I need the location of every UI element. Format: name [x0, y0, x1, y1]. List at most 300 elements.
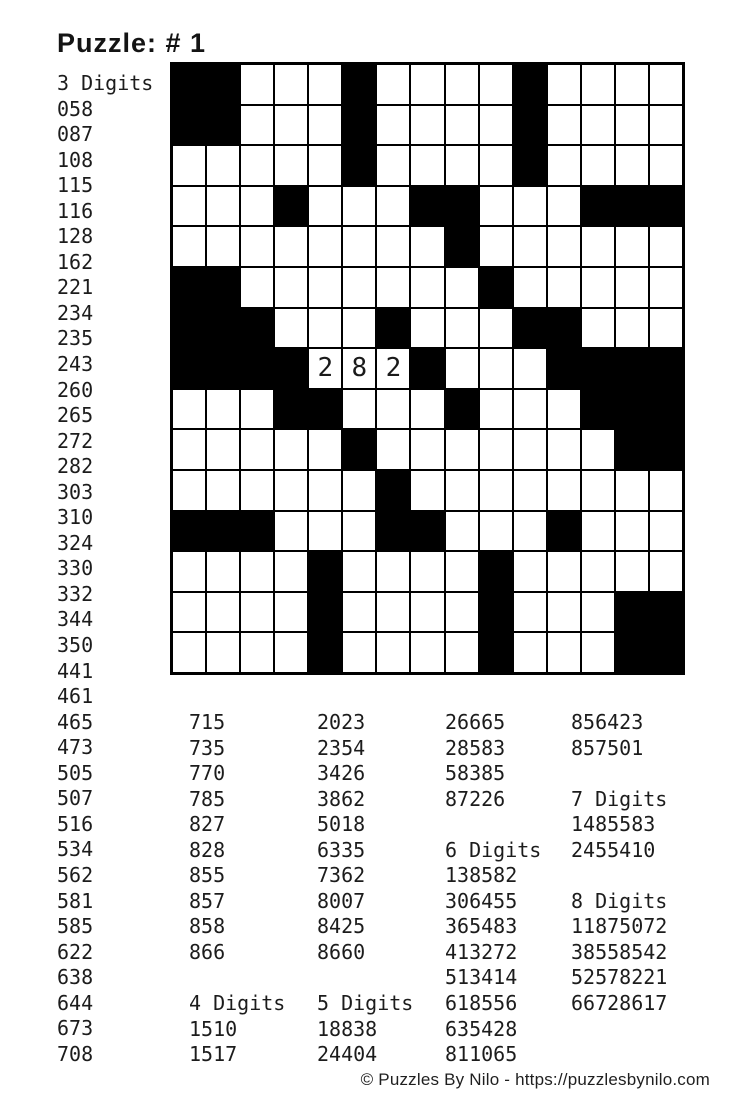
grid-cell-block — [445, 186, 479, 227]
grid-cell-empty[interactable] — [445, 64, 479, 105]
grid-cell-empty[interactable] — [206, 226, 240, 267]
grid-cell-block — [206, 105, 240, 146]
clue-number: 87226 — [445, 786, 506, 811]
grid-cell-empty[interactable] — [274, 592, 308, 633]
grid-cell-block — [342, 145, 376, 186]
grid-cell-empty[interactable] — [547, 267, 581, 308]
grid-cell-block — [308, 551, 342, 592]
clue-number: 332 — [57, 581, 94, 606]
grid-cell-empty[interactable] — [172, 592, 206, 633]
grid-cell-empty[interactable] — [581, 267, 615, 308]
grid-cell-block — [308, 632, 342, 673]
grid-cell-empty[interactable] — [615, 105, 649, 146]
grid-cell-empty[interactable] — [581, 226, 615, 267]
grid-cell-empty[interactable] — [547, 389, 581, 430]
grid-cell-empty[interactable] — [308, 186, 342, 227]
grid-cell-empty[interactable] — [649, 145, 683, 186]
clue-number: 8007 — [317, 888, 366, 913]
clue-number: 2023 — [317, 710, 366, 734]
grid-cell-empty[interactable] — [240, 145, 274, 186]
grid-cell-empty[interactable] — [581, 632, 615, 673]
grid-cell-empty[interactable] — [342, 551, 376, 592]
grid-cell-block — [615, 429, 649, 470]
grid-cell-block — [649, 632, 683, 673]
grid-cell-empty[interactable] — [410, 632, 444, 673]
footer-credit: © Puzzles By Nilo - https://puzzlesbynilo.com — [360, 1070, 710, 1089]
clue-number: 282 — [57, 454, 94, 479]
grid-cell-empty[interactable] — [581, 308, 615, 349]
grid-cell-empty[interactable] — [274, 551, 308, 592]
grid-cell-empty[interactable] — [547, 105, 581, 146]
grid-cell-empty[interactable] — [308, 64, 342, 105]
puzzle-grid — [170, 62, 685, 675]
grid-cell-empty[interactable] — [240, 632, 274, 673]
clue-number: 2354 — [317, 735, 366, 760]
clue-number: 221 — [57, 275, 94, 300]
clue-number: 11875072 — [571, 914, 668, 939]
clue-heading: 3 Digits — [57, 71, 154, 95]
grid-cell-empty[interactable] — [615, 511, 649, 552]
grid-cell-empty[interactable] — [172, 470, 206, 511]
grid-cell-empty[interactable] — [581, 470, 615, 511]
grid-cell-empty[interactable] — [342, 592, 376, 633]
grid-cell-empty[interactable] — [479, 226, 513, 267]
clue-number: 38558542 — [571, 939, 668, 964]
grid-cell-empty[interactable] — [376, 64, 410, 105]
grid-cell-empty[interactable] — [410, 592, 444, 633]
clue-number: 8660 — [317, 939, 366, 964]
clue-number: 234 — [57, 300, 94, 325]
grid-cell-empty[interactable] — [649, 64, 683, 105]
clue-spacer — [189, 965, 285, 991]
grid-cell-block — [649, 186, 683, 227]
grid-cell-empty[interactable] — [342, 470, 376, 511]
grid-cell-block — [376, 470, 410, 511]
grid-cell-block — [206, 64, 240, 105]
clue-number: 534 — [57, 837, 94, 862]
grid-cell-empty[interactable] — [206, 389, 240, 430]
clue-number: 2455410 — [571, 837, 656, 862]
clue-number: 24404 — [317, 1042, 378, 1067]
grid-cell-block — [615, 389, 649, 430]
grid-cell-empty[interactable] — [547, 145, 581, 186]
grid-cell-block — [410, 348, 444, 389]
clue-number: 562 — [57, 862, 94, 887]
grid-cell-block — [240, 511, 274, 552]
grid-cell-empty[interactable] — [206, 632, 240, 673]
grid-cell-block — [513, 308, 547, 349]
clue-number: 26665 — [445, 710, 506, 734]
grid-cell-empty[interactable] — [308, 105, 342, 146]
grid-cell-empty[interactable] — [649, 308, 683, 349]
clue-number: 087 — [57, 122, 94, 147]
grid-cell-block — [581, 186, 615, 227]
grid-cell-block — [342, 105, 376, 146]
clue-list-3-digits — [57, 71, 153, 1067]
clue-number: 7362 — [317, 863, 366, 888]
grid-cell-empty[interactable] — [240, 226, 274, 267]
clue-number: 344 — [57, 607, 94, 632]
grid-cell-empty[interactable] — [342, 511, 376, 552]
grid-cell-block — [581, 348, 615, 389]
grid-cell-empty[interactable] — [581, 592, 615, 633]
grid-cell-empty[interactable] — [172, 429, 206, 470]
grid-cell-empty[interactable] — [513, 592, 547, 633]
clue-number: 735 — [189, 735, 226, 760]
grid-cell-block — [410, 511, 444, 552]
clue-number: 310 — [57, 505, 94, 530]
grid-cell-empty[interactable] — [581, 551, 615, 592]
clue-number: 635428 — [445, 1016, 518, 1041]
grid-cell-empty[interactable] — [479, 64, 513, 105]
grid-cell-empty[interactable] — [308, 267, 342, 308]
grid-cell-empty[interactable] — [445, 308, 479, 349]
clue-number: 513414 — [445, 965, 518, 990]
grid-cell-empty[interactable] — [376, 267, 410, 308]
clue-number: 644 — [57, 990, 94, 1015]
grid-cell-empty[interactable] — [547, 186, 581, 227]
clue-number: 828 — [189, 837, 226, 862]
clue-number: 243 — [57, 352, 94, 377]
grid-cell-block — [206, 511, 240, 552]
grid-cell-block — [172, 308, 206, 349]
grid-cell-block — [547, 308, 581, 349]
clue-number: 3426 — [317, 761, 366, 786]
grid-cell-block — [513, 145, 547, 186]
grid-cell-empty[interactable] — [376, 186, 410, 227]
grid-cell-block — [547, 348, 581, 389]
grid-cell-empty[interactable] — [513, 470, 547, 511]
clue-number: 413272 — [445, 939, 518, 964]
grid-cell-block — [445, 226, 479, 267]
grid-cell-empty[interactable] — [445, 267, 479, 308]
clue-list-column-2 — [189, 710, 285, 1068]
grid-cell-empty[interactable] — [206, 145, 240, 186]
grid-cell-empty[interactable] — [342, 267, 376, 308]
grid-cell-empty[interactable] — [342, 186, 376, 227]
grid-cell-empty[interactable] — [615, 145, 649, 186]
grid-cell-block — [513, 105, 547, 146]
grid-cell-empty[interactable] — [240, 470, 274, 511]
grid-cell-empty[interactable] — [547, 551, 581, 592]
clue-list-column-5 — [571, 710, 667, 1017]
grid-cell-empty[interactable] — [649, 511, 683, 552]
grid-cell-empty[interactable] — [206, 551, 240, 592]
grid-cell-block — [172, 105, 206, 146]
grid-cell-empty[interactable] — [240, 389, 274, 430]
grid-cell-block — [240, 348, 274, 389]
grid-cell-empty[interactable] — [172, 632, 206, 673]
clue-heading: 8 Digits — [571, 888, 668, 913]
grid-cell-block — [206, 267, 240, 308]
grid-cell-empty[interactable] — [615, 308, 649, 349]
grid-cell-block — [615, 348, 649, 389]
grid-cell-block — [649, 389, 683, 430]
grid-cell-empty[interactable] — [274, 267, 308, 308]
grid-cell-empty[interactable] — [513, 429, 547, 470]
grid-cell-empty[interactable] — [445, 592, 479, 633]
grid-cell-empty[interactable] — [615, 226, 649, 267]
clue-spacer — [445, 812, 541, 838]
grid-cell-empty[interactable] — [240, 551, 274, 592]
grid-cell-empty[interactable] — [581, 105, 615, 146]
clue-number: 6335 — [317, 837, 366, 862]
grid-cell-empty[interactable] — [206, 429, 240, 470]
clue-number: 265 — [57, 403, 94, 428]
grid-cell-empty[interactable] — [172, 186, 206, 227]
grid-cell-empty[interactable] — [445, 470, 479, 511]
grid-cell-block — [513, 64, 547, 105]
clue-number: 330 — [57, 556, 94, 581]
clue-number: 162 — [57, 249, 94, 274]
grid-cell-empty[interactable] — [274, 429, 308, 470]
grid-cell-block — [581, 389, 615, 430]
grid-cell-empty[interactable] — [308, 308, 342, 349]
grid-cell-block — [410, 186, 444, 227]
grid-cell-block — [615, 632, 649, 673]
clue-number: 5018 — [317, 812, 366, 837]
grid-cell-block — [308, 592, 342, 633]
grid-cell-empty[interactable] — [479, 429, 513, 470]
grid-cell-empty[interactable] — [513, 389, 547, 430]
grid-cell-empty[interactable] — [240, 64, 274, 105]
clue-number: 52578221 — [571, 965, 668, 990]
grid-cell-block — [615, 592, 649, 633]
grid-cell-empty[interactable] — [445, 145, 479, 186]
grid-cell-empty[interactable] — [376, 429, 410, 470]
grid-cell-block — [479, 592, 513, 633]
grid-cell-block — [206, 308, 240, 349]
grid-cell-empty[interactable] — [615, 267, 649, 308]
grid-cell-block — [274, 389, 308, 430]
grid-cell-empty[interactable] — [342, 632, 376, 673]
clue-number: 858 — [189, 914, 226, 939]
grid-cell-block — [172, 64, 206, 105]
grid-cell-empty[interactable] — [172, 551, 206, 592]
grid-cell-empty[interactable] — [274, 470, 308, 511]
grid-cell-empty[interactable] — [410, 551, 444, 592]
grid-cell-empty[interactable] — [308, 511, 342, 552]
clue-spacer — [317, 965, 413, 991]
grid-cell-empty[interactable] — [206, 186, 240, 227]
clue-number: 715 — [189, 710, 226, 734]
grid-cell-empty[interactable] — [581, 145, 615, 186]
grid-cell-empty[interactable] — [342, 308, 376, 349]
grid-cell-empty[interactable] — [649, 105, 683, 146]
clue-number: 58385 — [445, 761, 506, 786]
grid-cell-empty[interactable] — [479, 186, 513, 227]
grid-cell-empty[interactable] — [410, 64, 444, 105]
grid-cell-empty[interactable] — [513, 632, 547, 673]
grid-cell-empty[interactable] — [479, 389, 513, 430]
grid-cell-empty[interactable] — [410, 308, 444, 349]
grid-cell-block — [342, 429, 376, 470]
clue-number: 505 — [57, 760, 94, 785]
grid-cell-empty[interactable] — [445, 632, 479, 673]
grid-cell-block — [274, 186, 308, 227]
grid-cell-empty[interactable] — [479, 105, 513, 146]
clue-number: 324 — [57, 530, 94, 555]
grid-cell-empty[interactable] — [274, 64, 308, 105]
grid-cell-block — [172, 348, 206, 389]
grid-cell-empty[interactable] — [649, 226, 683, 267]
clue-number: 618556 — [445, 991, 518, 1016]
grid-cell-empty[interactable] — [240, 105, 274, 146]
grid-cell-empty[interactable] — [513, 267, 547, 308]
clue-heading: 5 Digits — [317, 991, 414, 1016]
grid-cell-empty[interactable] — [206, 592, 240, 633]
grid-cell-prefilled: 2 — [376, 348, 410, 389]
clue-number: 585 — [57, 914, 94, 939]
grid-cell-empty[interactable] — [547, 429, 581, 470]
clue-number: 708 — [57, 1041, 94, 1066]
clue-number: 465 — [57, 709, 94, 734]
clue-number: 461 — [57, 684, 94, 709]
clue-number: 306455 — [445, 888, 518, 913]
grid-cell-empty[interactable] — [274, 632, 308, 673]
grid-cell-empty[interactable] — [649, 267, 683, 308]
grid-cell-empty[interactable] — [410, 145, 444, 186]
grid-cell-block — [376, 511, 410, 552]
grid-cell-empty[interactable] — [615, 470, 649, 511]
grid-cell-empty[interactable] — [410, 226, 444, 267]
grid-cell-empty[interactable] — [376, 551, 410, 592]
clue-number: 350 — [57, 633, 94, 658]
grid-cell-empty[interactable] — [240, 186, 274, 227]
grid-cell-empty[interactable] — [376, 632, 410, 673]
grid-cell-empty[interactable] — [479, 308, 513, 349]
grid-cell-block — [376, 308, 410, 349]
clue-number: 28583 — [445, 735, 506, 760]
grid-cell-empty[interactable] — [581, 64, 615, 105]
grid-cell-empty[interactable] — [547, 632, 581, 673]
grid-cell-block — [479, 551, 513, 592]
clue-number: 058 — [57, 96, 94, 121]
grid-cell-empty[interactable] — [410, 105, 444, 146]
clue-number: 108 — [57, 147, 94, 172]
grid-cell-empty[interactable] — [376, 145, 410, 186]
grid-cell-empty[interactable] — [410, 470, 444, 511]
clue-number: 8425 — [317, 914, 366, 939]
grid-cell-empty[interactable] — [274, 511, 308, 552]
grid-cell-block — [479, 632, 513, 673]
grid-cell-empty[interactable] — [376, 389, 410, 430]
grid-cell-empty[interactable] — [308, 226, 342, 267]
grid-cell-empty[interactable] — [479, 511, 513, 552]
grid-cell-empty[interactable] — [513, 348, 547, 389]
grid-cell-empty[interactable] — [240, 429, 274, 470]
grid-cell-block — [649, 592, 683, 633]
grid-cell-empty[interactable] — [649, 470, 683, 511]
clue-number: 770 — [189, 761, 226, 786]
grid-cell-empty[interactable] — [308, 470, 342, 511]
clue-number: 66728617 — [571, 991, 668, 1016]
grid-cell-empty[interactable] — [376, 592, 410, 633]
grid-cell-empty[interactable] — [376, 226, 410, 267]
grid-cell-empty[interactable] — [547, 470, 581, 511]
grid-cell-block — [547, 511, 581, 552]
grid-cell-empty[interactable] — [615, 64, 649, 105]
clue-number: 128 — [57, 224, 94, 249]
grid-cell-empty[interactable] — [410, 389, 444, 430]
grid-cell-block — [274, 348, 308, 389]
grid-cell-empty[interactable] — [342, 389, 376, 430]
clue-heading: 7 Digits — [571, 786, 668, 811]
grid-cell-prefilled: 2 — [308, 348, 342, 389]
clue-number: 272 — [57, 428, 94, 453]
grid-cell-empty[interactable] — [513, 511, 547, 552]
grid-cell-empty[interactable] — [172, 145, 206, 186]
grid-cell-empty[interactable] — [308, 429, 342, 470]
grid-cell-empty[interactable] — [581, 511, 615, 552]
grid-cell-empty[interactable] — [172, 389, 206, 430]
grid-cell-empty[interactable] — [172, 226, 206, 267]
grid-cell-empty[interactable] — [513, 186, 547, 227]
grid-cell-empty[interactable] — [513, 226, 547, 267]
clue-number: 3862 — [317, 786, 366, 811]
grid-cell-empty[interactable] — [581, 429, 615, 470]
clue-list-column-3 — [317, 710, 413, 1068]
grid-cell-empty[interactable] — [547, 592, 581, 633]
grid-cell-block — [172, 267, 206, 308]
grid-cell-empty[interactable] — [445, 348, 479, 389]
grid-cell-block — [479, 267, 513, 308]
grid-cell-empty[interactable] — [342, 226, 376, 267]
grid-cell-empty[interactable] — [479, 348, 513, 389]
clue-number: 811065 — [445, 1042, 518, 1067]
grid-cell-empty[interactable] — [240, 592, 274, 633]
grid-cell-prefilled: 8 — [342, 348, 376, 389]
grid-cell-block — [649, 429, 683, 470]
puzzle-title: Puzzle: # 1 — [57, 28, 207, 58]
clue-heading: 6 Digits — [445, 837, 542, 862]
grid-cell-empty[interactable] — [615, 551, 649, 592]
grid-cell-empty[interactable] — [513, 551, 547, 592]
grid-cell-empty[interactable] — [649, 551, 683, 592]
grid-cell-empty[interactable] — [445, 429, 479, 470]
grid-cell-empty[interactable] — [274, 145, 308, 186]
grid-cell-empty[interactable] — [445, 511, 479, 552]
grid-cell-block — [649, 348, 683, 389]
grid-cell-empty[interactable] — [547, 64, 581, 105]
clue-number: 507 — [57, 786, 94, 811]
grid-cell-empty[interactable] — [547, 226, 581, 267]
grid-cell-empty[interactable] — [308, 145, 342, 186]
grid-cell-empty[interactable] — [274, 308, 308, 349]
grid-cell-empty[interactable] — [479, 470, 513, 511]
clue-number: 473 — [57, 735, 94, 760]
grid-cell-empty[interactable] — [445, 551, 479, 592]
grid-cell-empty[interactable] — [410, 429, 444, 470]
grid-cell-empty[interactable] — [274, 105, 308, 146]
clue-number: 638 — [57, 965, 94, 990]
grid-cell-block — [206, 348, 240, 389]
grid-cell-empty[interactable] — [445, 105, 479, 146]
clue-number: 857 — [189, 888, 226, 913]
grid-cell-empty[interactable] — [376, 105, 410, 146]
clue-spacer — [571, 761, 667, 787]
grid-cell-empty[interactable] — [274, 226, 308, 267]
clue-number: 441 — [57, 658, 94, 683]
clue-number: 857501 — [571, 735, 644, 760]
grid-cell-empty[interactable] — [479, 145, 513, 186]
grid-cell-empty[interactable] — [240, 267, 274, 308]
grid-cell-empty[interactable] — [410, 267, 444, 308]
clue-number: 622 — [57, 939, 94, 964]
clue-heading: 4 Digits — [189, 991, 286, 1016]
clue-number: 235 — [57, 326, 94, 351]
grid-cell-empty[interactable] — [206, 470, 240, 511]
